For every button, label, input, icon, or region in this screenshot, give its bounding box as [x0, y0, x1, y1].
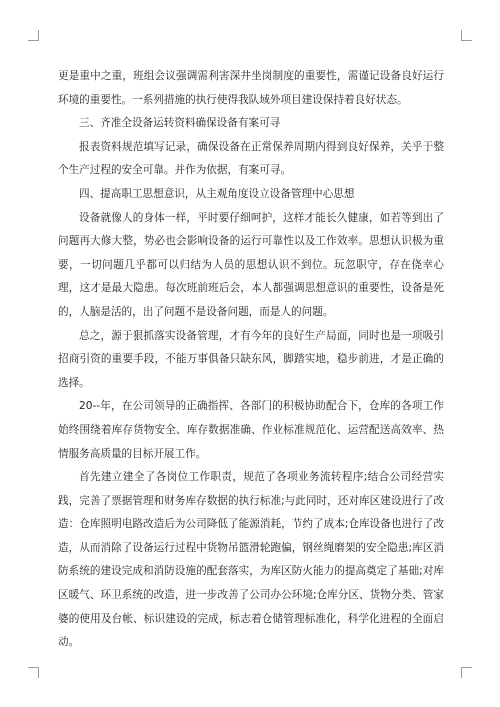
- section-heading-3: 三、齐准全设备运转资料确保设备有案可寻: [79, 117, 281, 130]
- paragraph: 总之，源于狠抓落实设备管理，才有今年的良好生产局面，同时也是一项吸引招商引资的重要手段，不能万事俱备只缺东风，脚踏实地，稳步前进，才是正确的选择。: [58, 329, 444, 389]
- section-heading-4: 四、提高职工思想意识，从主观角度设立设备管理中心思想: [79, 187, 355, 200]
- crop-mark-top-left: [28, 30, 39, 41]
- paragraph: 首先建立建全了各岗位工作职责，规范了各项业务流转程序;结合公司经营实践，完善了票据管理和财务库存数据的执行标准;与此同时，还对库区建设进行了改造：仓库照明电路改造后为公司降低了能源消耗，节约了成本;仓库设备也进行了改造，从而消除了设备运行过程中货物吊篮滑轮跑偏，钢丝绳磨架的安全隐患;库区消防系统的建设完成和消防设施的配套落实，为库区防火能力的提高奠定了基础;对库区暖气、环卫系统的改造，进一步改善了公司办公环境;仓库分区、货物分类、管家婆的使用及台帐、标识建设的完成，标志着仓储管理标准化，科学化进程的全面启动。: [58, 471, 444, 649]
- crop-mark-bottom-left: [28, 667, 39, 678]
- crop-mark-bottom-right: [461, 667, 472, 678]
- paragraph: 报表资料规范填写记录，确保设备在正常保养周期内得到良好保养，关乎于整个生产过程的安全可靠。并作为依据，有案可寻。: [58, 140, 444, 177]
- paragraph: 设备就像人的身体一样，平时要仔细呵护，这样才能长久健康，如若等到出了问题再大修大整，势必也会影响设备的运行可靠性以及工作效率。思想认识极为重要，一切问题几乎都可以归结为人员的思想认识不到位。玩忽职守，存在侥幸心理，这才是最大隐患。每次班前班后会，本人都强调思想意识的重要性，设备是死的，人脑是活的，出了问题不是设备问题，而是人的问题。: [58, 211, 444, 318]
- document-body: [58, 65, 444, 655]
- paragraph-continuation: 更是重中之重，班组会议强调需利害深井坐岗制度的重要性，需谨记设备良好运行环境的重要性。一系列措施的执行使得我队域外项目建设保持着良好状态。: [58, 70, 444, 106]
- paragraph: 20--年，在公司领导的正确指挥、各部门的积极协助配合下，仓库的各项工作始终围绕着库存货物安全、库存数据准确、作业标准规范化、运营配送高效率、热情服务高质量的目标开展工作。: [58, 400, 444, 460]
- crop-mark-top-right: [461, 30, 472, 41]
